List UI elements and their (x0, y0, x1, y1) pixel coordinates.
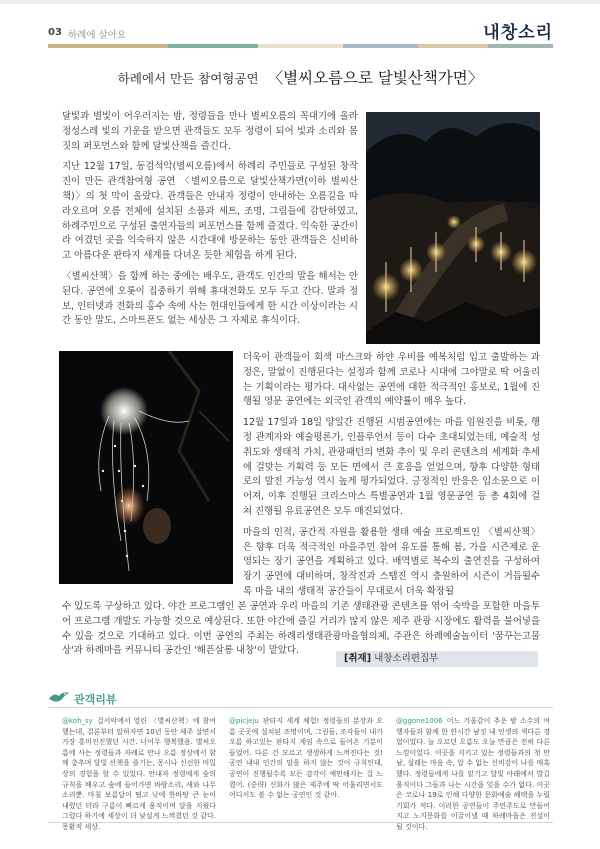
forest-night-photo (366, 112, 540, 344)
top-strip (0, 0, 600, 4)
article-text-top (62, 110, 358, 335)
page-number: 03 (48, 27, 62, 38)
newsletter-logo: 내창소리 (483, 23, 553, 43)
paragraph: 12월 17일과 18일 양일간 진행된 시범공연에는 마을 임원진을 비롯, 행정 관계자와 예술평론가, 인플루언서 등이 다수 초대되었는데, 예술적 성취도와 생태적 가치, 관광패턴의 변화 추이 및 우리 콘텐츠의 세계화 추세에 걸맞는 기획력 등 모든 면에서 큰 호응을 얻었으며, 향후 다양한 형태로의 발전 가능성 역시 높게 평가되었다. 긍정적인 반응은 입소문으로 이어져, 이후 진행된 크리스마스 특별공연과 1월 영문공연 등 총 4회에 걸쳐 진행될 유료공연은 모두 매진되었다. (243, 417, 540, 517)
review-card (229, 716, 383, 801)
divider (48, 822, 553, 823)
section-title: 하례에 살아요 (68, 30, 127, 41)
paragraph: 〈별씨산책〉을 함께 하는 중에는 배우도, 관객도 인간의 말을 해서는 안된다. 공연에 오롯이 집중하기 위해 휴대전화도 모두 두고 간다. 말과 정보, 인터넷과 전화의 홍수 속에 사는 현대인들에게 한 시간 이상이라는 시간 동안 말도, 스마트폰도 없는 세상은 그 자체로 휴식이다. (62, 270, 358, 327)
color-segment (48, 44, 168, 48)
paragraph: 수 있도록 구상하고 있다. 야간 프로그램인 본 공연과 우리 마을의 기존 생태관광 콘텐츠를 엮어 숙박을 포함한 마을투어 프로그램 개발도 가능할 것으로 예상된다. 또한 야간에 즐길 거리가 많지 않은 제주 관광 시장에도 활력을 불어넣을 수 있을 것으로 기대하고 있다. 이번 공연의 주최는 하례리생태관광마을협의체, 주관은 하례예술놀이터 '꿈꾸는고물상'과 하례마을 커뮤니티 공간인 '해픈살롱 내창'이 맡았다. (62, 601, 540, 657)
review-handle: @ggone1006 (396, 717, 443, 725)
paragraph: 더욱이 관객들이 회색 마스크와 하얀 우비를 예복처럼 입고 출발하는 과정은, 말없이 진행된다는 설정과 함께 코로나 시대에 그야말로 딱 어울리는 기획이라는 평가다. 대사없는 공연에 대한 적극적인 홍보로, 1월에 진행될 영문 공연에는 외국인 관객의 예약률이 매우 높다. (243, 352, 540, 408)
color-segment (418, 44, 488, 48)
byline-name: 내창소리편집부 (374, 653, 439, 664)
bird-icon (48, 689, 70, 708)
color-segment (488, 44, 553, 48)
header-color-rule (48, 44, 553, 48)
review-text: 판타지 세계 체험! 정령들의 분장과 오름 곳곳에 설치된 조명이며, 그림들, 조각들이 내가 오름 하고있는 판타지 게임 속으로 들어온 기분이 들었어. 다른 건 모르고 생생하게 느껴진다는 것! 공연 내내 인간의 말을 하지 않는 것이 규칙인데, 공연이 진행될수록 모든 감각이 예민해지는 걸 느꼈어. (중략) 신화가 많은 제주에 딱 어울리면서도 어디서도 볼 수 없는 공연인 것 같아. (229, 717, 383, 800)
glowing-spirit-photo (59, 351, 233, 584)
review-text: 어느 겨울같이 추운 밤 소수의 여행자들과 함께 한 한시간 남짓 내 인생의 색다른 경험이었다. 늘 오르던 오름도 오늘 만큼은 전혀 다른 느낌이었다. 이곳을 지키고 있는 정령들과의 첫 만남, 설레는 마음 속, 알 수 없는 신비감이 나를 매혹했다. 정령들에게 나를 맡기고 달빛 아래에서 발길 움직이다 그들과 나는 시간을 잊을 수가 없다. 이곳은 코로나 19로 인해 다양한 문화예술 혜택을 누릴 기회가 적다. 이러한 공연들이 주민주도로 만들어지고 노지문화를 이끌어낼 때 하례마을은 진설이 될 것이다. (396, 717, 550, 831)
byline-tag: [취재] (344, 653, 372, 664)
review-card (62, 716, 216, 833)
review-handle: @picjeju (229, 717, 259, 725)
byline (336, 651, 538, 667)
paragraph: 달빛과 별빛이 어우러지는 밤, 정령들을 만나 별씨오름의 꼭대기에 올라 정성스레 빛의 기운을 받으면 관객들도 모두 정령이 되어 빛과 소리와 몸짓의 퍼포먼스와 함께 달빛산책을 즐긴다. (62, 111, 358, 152)
article-title (48, 66, 553, 88)
color-segment (168, 44, 258, 48)
review-card (396, 716, 550, 833)
review-section-title: 관객리뷰 (74, 692, 117, 706)
divider (48, 707, 553, 708)
review-handle: @koh_sy (62, 717, 93, 725)
paragraph: 지난 12월 17일, 동검석악(별씨오름)에서 하례리 주민들로 구성된 창작진이 만든 관객참여형 공연 〈별씨오름으로 달빛산책가면(이하 별씨산책)〉의 첫 막이 올랐다. 관객들은 안내자 정령이 안내하는 오름길을 따라오르며 오름 전체에 설치된 소품과 세트, 조명, 그림들에 감탄하였고, 하례주민으로 구성된 출연자들의 퍼포먼스를 함께 즐겼다. 익숙한 공간이라 여겼던 곳을 익숙하지 않은 시간대에 방문하는 동안 관객들은 신비하고 아름다운 판타지 세계를 다녀온 듯한 체험을 하게 된다. (62, 161, 358, 262)
paragraph: 마을의 인적, 공간적 자원을 활용한 생태 예술 프로젝트인 〈별씨산책〉은 향후 더욱 적극적인 마을주민 참여 유도를 통해 봄, 가을 시즌제로 운영되는 장기 공연을 계획하고 있다. 배역별로 복수의 출연진을 구성하여 장기 공연에 대비하며, 창작진과 스탭진 역시 충원하여 시즌이 거듭될수록 마을 내의 생태적 공간들이 무대로서 더욱 확장될 (243, 526, 540, 597)
color-segment (258, 44, 343, 48)
title-prefix: 하례에서 만든 참여형공연 (117, 71, 259, 86)
article-text-mid (243, 351, 540, 606)
review-text: 걸서악에서 열린 〈별씨산책〉에 참여했는데, 결론부터 말하자면 10년 동안 제주 살면서 가장 흥미진진했던 시간. 너어무 행복했음. 별씨오름에 사는 정령들과 자례로 만나 오름 정상에서 함께 춤추며 달빛 산책을 즐기는, 몽시나 신선한 비밀상의 경험을 할 수 있었다. 안내자 정령에게 숲의 규칙을 배우고 숲에 들어가면 바람소리, 새와 나무 소리뿐. 마침 보름달이 떴고 낮에 한바탕 큰 눈이 내렸던 터라 구름이 빠르게 움직이며 달을 지웠다 그렸다 하기에 세상이 더 낯설게 느껴졌던 것 같다. 몽환적 세상. (62, 717, 216, 831)
color-segment (343, 44, 418, 48)
title-main: 〈별씨오름으로 달빛산책가면〉 (267, 69, 484, 87)
review-header (48, 689, 117, 708)
